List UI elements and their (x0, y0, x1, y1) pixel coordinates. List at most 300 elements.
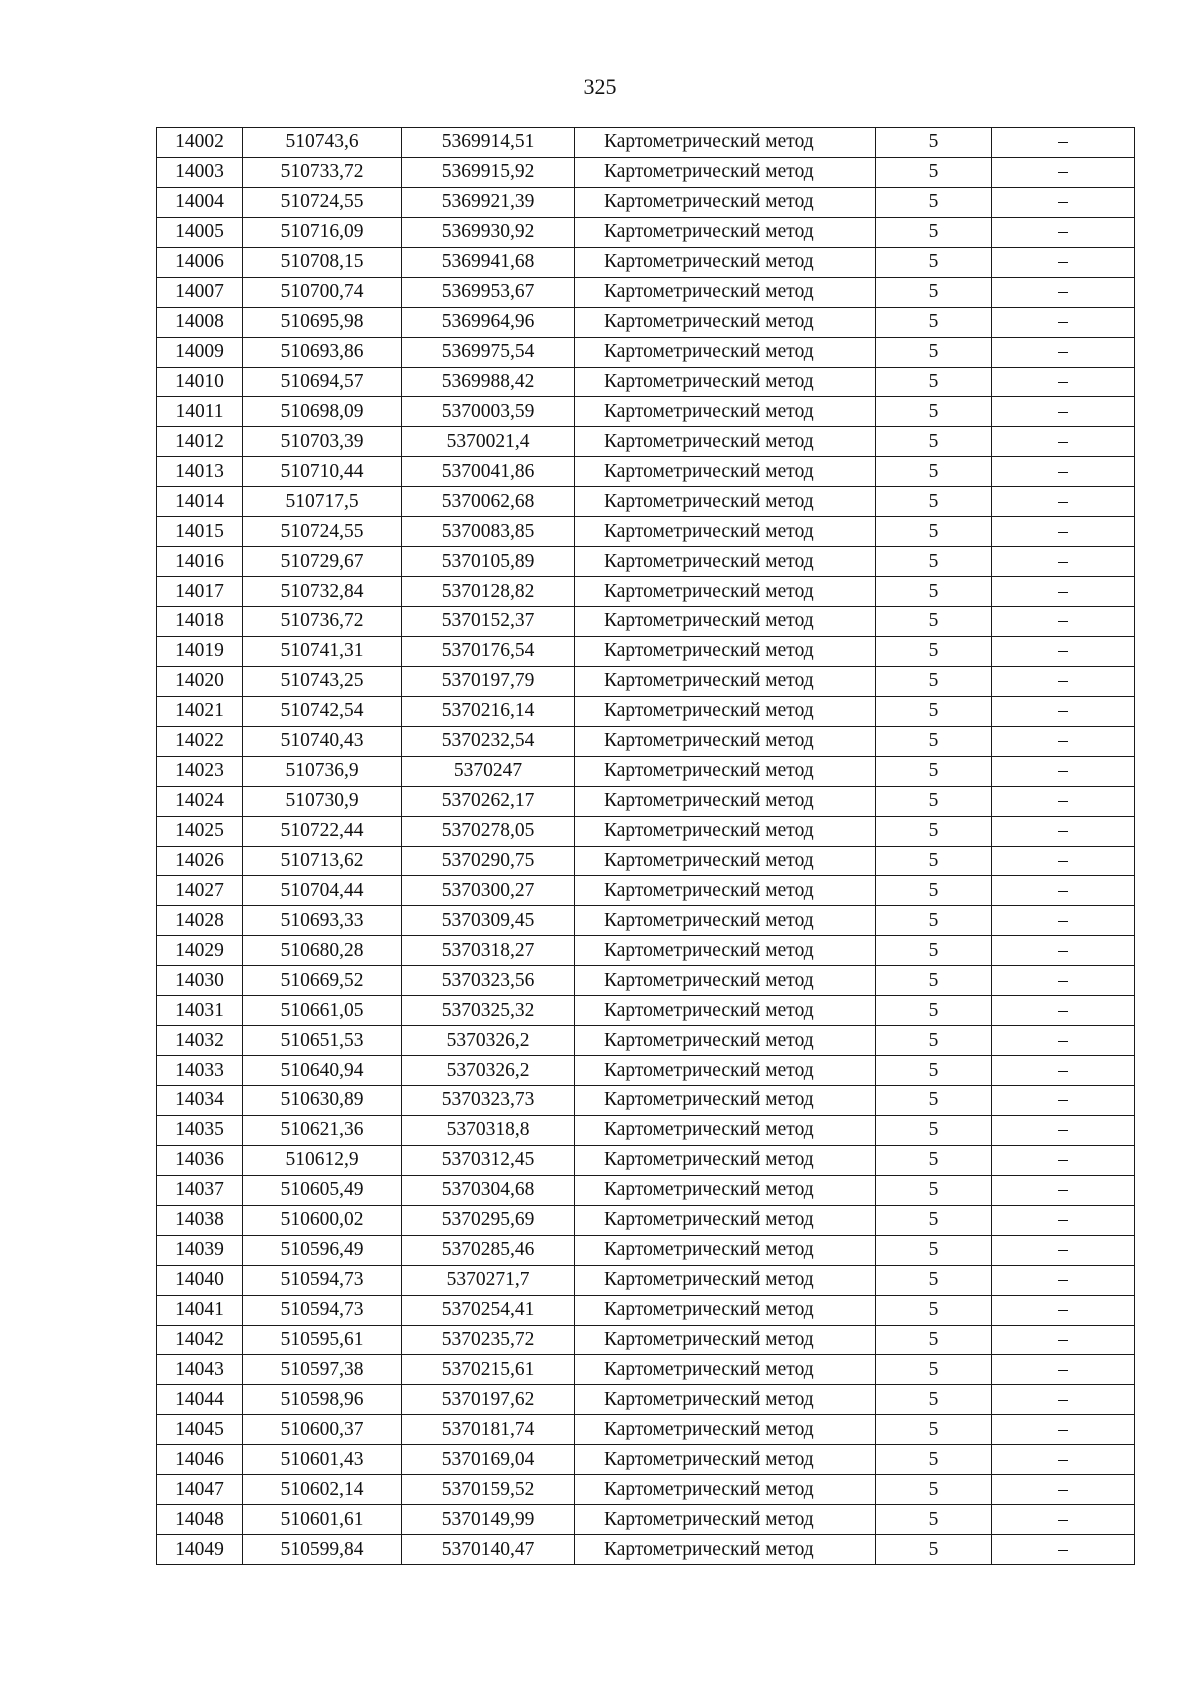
coordinates-table-body (157, 128, 1135, 1565)
note-cell: – (992, 1385, 1135, 1415)
y-coordinate-cell: 5370290,75 (402, 846, 575, 876)
table-row (157, 217, 1135, 247)
accuracy-cell: 5 (876, 1205, 992, 1235)
y-coordinate-cell: 5370318,8 (402, 1115, 575, 1145)
y-coordinate-cell: 5370083,85 (402, 517, 575, 547)
method-cell: Картометрический метод (575, 1145, 876, 1175)
note-cell: – (992, 487, 1135, 517)
table-row (157, 427, 1135, 457)
table-row (157, 1535, 1135, 1565)
table-row (157, 1205, 1135, 1235)
note-cell: – (992, 1505, 1135, 1535)
point-number-cell: 14037 (157, 1175, 243, 1205)
point-number-cell: 14002 (157, 128, 243, 158)
note-cell: – (992, 696, 1135, 726)
point-number-cell: 14003 (157, 157, 243, 187)
table-row (157, 607, 1135, 637)
note-cell: – (992, 1056, 1135, 1086)
table-row (157, 1445, 1135, 1475)
note-cell: – (992, 936, 1135, 966)
point-number-cell: 14031 (157, 996, 243, 1026)
point-number-cell: 14005 (157, 217, 243, 247)
x-coordinate-cell: 510698,09 (243, 397, 402, 427)
point-number-cell: 14007 (157, 277, 243, 307)
accuracy-cell: 5 (876, 966, 992, 996)
note-cell: – (992, 636, 1135, 666)
method-cell: Картометрический метод (575, 1235, 876, 1265)
method-cell: Картометрический метод (575, 1415, 876, 1445)
accuracy-cell: 5 (876, 277, 992, 307)
note-cell: – (992, 1086, 1135, 1116)
table-row (157, 487, 1135, 517)
y-coordinate-cell: 5369964,96 (402, 307, 575, 337)
accuracy-cell: 5 (876, 457, 992, 487)
table-row (157, 128, 1135, 158)
x-coordinate-cell: 510730,9 (243, 786, 402, 816)
table-row (157, 936, 1135, 966)
point-number-cell: 14020 (157, 666, 243, 696)
method-cell: Картометрический метод (575, 1205, 876, 1235)
accuracy-cell: 5 (876, 1115, 992, 1145)
y-coordinate-cell: 5370062,68 (402, 487, 575, 517)
note-cell: – (992, 277, 1135, 307)
x-coordinate-cell: 510605,49 (243, 1175, 402, 1205)
y-coordinate-cell: 5369975,54 (402, 337, 575, 367)
accuracy-cell: 5 (876, 187, 992, 217)
point-number-cell: 14042 (157, 1325, 243, 1355)
method-cell: Картометрический метод (575, 337, 876, 367)
method-cell: Картометрический метод (575, 756, 876, 786)
note-cell: – (992, 1026, 1135, 1056)
note-cell: – (992, 996, 1135, 1026)
accuracy-cell: 5 (876, 307, 992, 337)
note-cell: – (992, 1145, 1135, 1175)
table-row (157, 1325, 1135, 1355)
method-cell: Картометрический метод (575, 487, 876, 517)
note-cell: – (992, 247, 1135, 277)
accuracy-cell: 5 (876, 1505, 992, 1535)
method-cell: Картометрический метод (575, 966, 876, 996)
method-cell: Картометрический метод (575, 786, 876, 816)
x-coordinate-cell: 510612,9 (243, 1145, 402, 1175)
point-number-cell: 14033 (157, 1056, 243, 1086)
table-row (157, 1415, 1135, 1445)
method-cell: Картометрический метод (575, 666, 876, 696)
table-row (157, 1145, 1135, 1175)
y-coordinate-cell: 5370318,27 (402, 936, 575, 966)
accuracy-cell: 5 (876, 337, 992, 367)
table-row (157, 337, 1135, 367)
x-coordinate-cell: 510729,67 (243, 547, 402, 577)
point-number-cell: 14012 (157, 427, 243, 457)
note-cell: – (992, 577, 1135, 607)
method-cell: Картометрический метод (575, 1475, 876, 1505)
y-coordinate-cell: 5370285,46 (402, 1235, 575, 1265)
table-row (157, 577, 1135, 607)
accuracy-cell: 5 (876, 157, 992, 187)
y-coordinate-cell: 5370300,27 (402, 876, 575, 906)
x-coordinate-cell: 510621,36 (243, 1115, 402, 1145)
note-cell: – (992, 187, 1135, 217)
accuracy-cell: 5 (876, 487, 992, 517)
method-cell: Картометрический метод (575, 1355, 876, 1385)
y-coordinate-cell: 5369921,39 (402, 187, 575, 217)
table-row (157, 457, 1135, 487)
accuracy-cell: 5 (876, 397, 992, 427)
note-cell: – (992, 666, 1135, 696)
note-cell: – (992, 1355, 1135, 1385)
x-coordinate-cell: 510594,73 (243, 1295, 402, 1325)
method-cell: Картометрический метод (575, 1265, 876, 1295)
accuracy-cell: 5 (876, 1026, 992, 1056)
x-coordinate-cell: 510600,37 (243, 1415, 402, 1445)
method-cell: Картометрический метод (575, 277, 876, 307)
table-row (157, 1385, 1135, 1415)
coordinates-table (156, 127, 1135, 1565)
y-coordinate-cell: 5370247 (402, 756, 575, 786)
method-cell: Картометрический метод (575, 876, 876, 906)
point-number-cell: 14048 (157, 1505, 243, 1535)
point-number-cell: 14006 (157, 247, 243, 277)
y-coordinate-cell: 5369914,51 (402, 128, 575, 158)
x-coordinate-cell: 510724,55 (243, 187, 402, 217)
x-coordinate-cell: 510669,52 (243, 966, 402, 996)
accuracy-cell: 5 (876, 786, 992, 816)
x-coordinate-cell: 510595,61 (243, 1325, 402, 1355)
y-coordinate-cell: 5370149,99 (402, 1505, 575, 1535)
method-cell: Картометрический метод (575, 936, 876, 966)
point-number-cell: 14038 (157, 1205, 243, 1235)
x-coordinate-cell: 510703,39 (243, 427, 402, 457)
accuracy-cell: 5 (876, 996, 992, 1026)
method-cell: Картометрический метод (575, 187, 876, 217)
accuracy-cell: 5 (876, 906, 992, 936)
x-coordinate-cell: 510742,54 (243, 696, 402, 726)
note-cell: – (992, 1115, 1135, 1145)
accuracy-cell: 5 (876, 1415, 992, 1445)
table-row (157, 996, 1135, 1026)
point-number-cell: 14009 (157, 337, 243, 367)
y-coordinate-cell: 5370197,79 (402, 666, 575, 696)
method-cell: Картометрический метод (575, 128, 876, 158)
point-number-cell: 14010 (157, 367, 243, 397)
point-number-cell: 14016 (157, 547, 243, 577)
table-row (157, 1295, 1135, 1325)
accuracy-cell: 5 (876, 1355, 992, 1385)
x-coordinate-cell: 510743,6 (243, 128, 402, 158)
x-coordinate-cell: 510598,96 (243, 1385, 402, 1415)
x-coordinate-cell: 510695,98 (243, 307, 402, 337)
method-cell: Картометрический метод (575, 547, 876, 577)
table-row (157, 1265, 1135, 1295)
method-cell: Картометрический метод (575, 307, 876, 337)
point-number-cell: 14018 (157, 607, 243, 637)
accuracy-cell: 5 (876, 217, 992, 247)
y-coordinate-cell: 5370325,32 (402, 996, 575, 1026)
point-number-cell: 14041 (157, 1295, 243, 1325)
point-number-cell: 14036 (157, 1145, 243, 1175)
table-row (157, 517, 1135, 547)
point-number-cell: 14021 (157, 696, 243, 726)
point-number-cell: 14044 (157, 1385, 243, 1415)
x-coordinate-cell: 510704,44 (243, 876, 402, 906)
y-coordinate-cell: 5370312,45 (402, 1145, 575, 1175)
point-number-cell: 14004 (157, 187, 243, 217)
x-coordinate-cell: 510680,28 (243, 936, 402, 966)
y-coordinate-cell: 5370105,89 (402, 547, 575, 577)
x-coordinate-cell: 510710,44 (243, 457, 402, 487)
x-coordinate-cell: 510733,72 (243, 157, 402, 187)
note-cell: – (992, 337, 1135, 367)
point-number-cell: 14046 (157, 1445, 243, 1475)
x-coordinate-cell: 510597,38 (243, 1355, 402, 1385)
table-row (157, 1235, 1135, 1265)
point-number-cell: 14024 (157, 786, 243, 816)
point-number-cell: 14011 (157, 397, 243, 427)
method-cell: Картометрический метод (575, 906, 876, 936)
accuracy-cell: 5 (876, 1325, 992, 1355)
accuracy-cell: 5 (876, 876, 992, 906)
point-number-cell: 14028 (157, 906, 243, 936)
table-row (157, 1086, 1135, 1116)
point-number-cell: 14008 (157, 307, 243, 337)
method-cell: Картометрический метод (575, 1325, 876, 1355)
y-coordinate-cell: 5370232,54 (402, 726, 575, 756)
method-cell: Картометрический метод (575, 636, 876, 666)
x-coordinate-cell: 510602,14 (243, 1475, 402, 1505)
point-number-cell: 14017 (157, 577, 243, 607)
note-cell: – (992, 906, 1135, 936)
point-number-cell: 14047 (157, 1475, 243, 1505)
point-number-cell: 14025 (157, 816, 243, 846)
table-row (157, 307, 1135, 337)
y-coordinate-cell: 5369915,92 (402, 157, 575, 187)
table-row (157, 906, 1135, 936)
accuracy-cell: 5 (876, 1086, 992, 1116)
x-coordinate-cell: 510693,86 (243, 337, 402, 367)
accuracy-cell: 5 (876, 427, 992, 457)
x-coordinate-cell: 510713,62 (243, 846, 402, 876)
page-number: 325 (583, 74, 617, 99)
accuracy-cell: 5 (876, 726, 992, 756)
point-number-cell: 14045 (157, 1415, 243, 1445)
y-coordinate-cell: 5370254,41 (402, 1295, 575, 1325)
point-number-cell: 14013 (157, 457, 243, 487)
x-coordinate-cell: 510640,94 (243, 1056, 402, 1086)
x-coordinate-cell: 510594,73 (243, 1265, 402, 1295)
x-coordinate-cell: 510724,55 (243, 517, 402, 547)
accuracy-cell: 5 (876, 1175, 992, 1205)
y-coordinate-cell: 5370323,56 (402, 966, 575, 996)
note-cell: – (992, 756, 1135, 786)
x-coordinate-cell: 510736,9 (243, 756, 402, 786)
point-number-cell: 14022 (157, 726, 243, 756)
y-coordinate-cell: 5370262,17 (402, 786, 575, 816)
note-cell: – (992, 547, 1135, 577)
y-coordinate-cell: 5369988,42 (402, 367, 575, 397)
y-coordinate-cell: 5370152,37 (402, 607, 575, 637)
x-coordinate-cell: 510601,43 (243, 1445, 402, 1475)
table-row (157, 726, 1135, 756)
y-coordinate-cell: 5370140,47 (402, 1535, 575, 1565)
method-cell: Картометрический метод (575, 1175, 876, 1205)
note-cell: – (992, 1265, 1135, 1295)
method-cell: Картометрический метод (575, 577, 876, 607)
x-coordinate-cell: 510736,72 (243, 607, 402, 637)
y-coordinate-cell: 5369953,67 (402, 277, 575, 307)
y-coordinate-cell: 5370181,74 (402, 1415, 575, 1445)
accuracy-cell: 5 (876, 666, 992, 696)
x-coordinate-cell: 510661,05 (243, 996, 402, 1026)
y-coordinate-cell: 5370197,62 (402, 1385, 575, 1415)
accuracy-cell: 5 (876, 1235, 992, 1265)
x-coordinate-cell: 510740,43 (243, 726, 402, 756)
note-cell: – (992, 1235, 1135, 1265)
note-cell: – (992, 457, 1135, 487)
note-cell: – (992, 517, 1135, 547)
accuracy-cell: 5 (876, 517, 992, 547)
table-row (157, 157, 1135, 187)
accuracy-cell: 5 (876, 367, 992, 397)
accuracy-cell: 5 (876, 128, 992, 158)
y-coordinate-cell: 5370159,52 (402, 1475, 575, 1505)
accuracy-cell: 5 (876, 607, 992, 637)
accuracy-cell: 5 (876, 1475, 992, 1505)
point-number-cell: 14015 (157, 517, 243, 547)
table-row (157, 846, 1135, 876)
accuracy-cell: 5 (876, 247, 992, 277)
point-number-cell: 14032 (157, 1026, 243, 1056)
y-coordinate-cell: 5370003,59 (402, 397, 575, 427)
point-number-cell: 14039 (157, 1235, 243, 1265)
y-coordinate-cell: 5370021,4 (402, 427, 575, 457)
x-coordinate-cell: 510717,5 (243, 487, 402, 517)
method-cell: Картометрический метод (575, 607, 876, 637)
method-cell: Картометрический метод (575, 1535, 876, 1565)
method-cell: Картометрический метод (575, 1445, 876, 1475)
method-cell: Картометрический метод (575, 157, 876, 187)
x-coordinate-cell: 510599,84 (243, 1535, 402, 1565)
note-cell: – (992, 1475, 1135, 1505)
accuracy-cell: 5 (876, 1145, 992, 1175)
method-cell: Картометрический метод (575, 1086, 876, 1116)
x-coordinate-cell: 510700,74 (243, 277, 402, 307)
y-coordinate-cell: 5370304,68 (402, 1175, 575, 1205)
x-coordinate-cell: 510732,84 (243, 577, 402, 607)
accuracy-cell: 5 (876, 1295, 992, 1325)
method-cell: Картометрический метод (575, 1295, 876, 1325)
y-coordinate-cell: 5370128,82 (402, 577, 575, 607)
note-cell: – (992, 397, 1135, 427)
table-row (157, 1056, 1135, 1086)
y-coordinate-cell: 5370235,72 (402, 1325, 575, 1355)
x-coordinate-cell: 510601,61 (243, 1505, 402, 1535)
x-coordinate-cell: 510600,02 (243, 1205, 402, 1235)
x-coordinate-cell: 510596,49 (243, 1235, 402, 1265)
table-row (157, 1475, 1135, 1505)
accuracy-cell: 5 (876, 816, 992, 846)
table-row (157, 666, 1135, 696)
table-row (157, 1175, 1135, 1205)
table-row (157, 816, 1135, 846)
method-cell: Картометрический метод (575, 816, 876, 846)
table-row (157, 966, 1135, 996)
accuracy-cell: 5 (876, 1535, 992, 1565)
table-row (157, 247, 1135, 277)
x-coordinate-cell: 510694,57 (243, 367, 402, 397)
x-coordinate-cell: 510741,31 (243, 636, 402, 666)
y-coordinate-cell: 5369930,92 (402, 217, 575, 247)
table-row (157, 547, 1135, 577)
table-row (157, 367, 1135, 397)
note-cell: – (992, 1205, 1135, 1235)
method-cell: Картометрический метод (575, 726, 876, 756)
note-cell: – (992, 786, 1135, 816)
point-number-cell: 14029 (157, 936, 243, 966)
method-cell: Картометрический метод (575, 1115, 876, 1145)
method-cell: Картометрический метод (575, 996, 876, 1026)
point-number-cell: 14040 (157, 1265, 243, 1295)
accuracy-cell: 5 (876, 756, 992, 786)
table-row (157, 1355, 1135, 1385)
point-number-cell: 14019 (157, 636, 243, 666)
table-row (157, 277, 1135, 307)
point-number-cell: 14027 (157, 876, 243, 906)
accuracy-cell: 5 (876, 1385, 992, 1415)
accuracy-cell: 5 (876, 547, 992, 577)
method-cell: Картометрический метод (575, 1385, 876, 1415)
x-coordinate-cell: 510651,53 (243, 1026, 402, 1056)
note-cell: – (992, 1325, 1135, 1355)
note-cell: – (992, 1175, 1135, 1205)
note-cell: – (992, 128, 1135, 158)
y-coordinate-cell: 5369941,68 (402, 247, 575, 277)
table-row (157, 397, 1135, 427)
table-row (157, 696, 1135, 726)
note-cell: – (992, 1415, 1135, 1445)
y-coordinate-cell: 5370041,86 (402, 457, 575, 487)
method-cell: Картометрический метод (575, 427, 876, 457)
accuracy-cell: 5 (876, 1265, 992, 1295)
x-coordinate-cell: 510693,33 (243, 906, 402, 936)
note-cell: – (992, 157, 1135, 187)
note-cell: – (992, 726, 1135, 756)
y-coordinate-cell: 5370169,04 (402, 1445, 575, 1475)
y-coordinate-cell: 5370271,7 (402, 1265, 575, 1295)
note-cell: – (992, 1445, 1135, 1475)
y-coordinate-cell: 5370326,2 (402, 1056, 575, 1086)
point-number-cell: 14043 (157, 1355, 243, 1385)
note-cell: – (992, 367, 1135, 397)
method-cell: Картометрический метод (575, 846, 876, 876)
x-coordinate-cell: 510716,09 (243, 217, 402, 247)
y-coordinate-cell: 5370309,45 (402, 906, 575, 936)
note-cell: – (992, 846, 1135, 876)
note-cell: – (992, 816, 1135, 846)
y-coordinate-cell: 5370295,69 (402, 1205, 575, 1235)
note-cell: – (992, 876, 1135, 906)
point-number-cell: 14026 (157, 846, 243, 876)
point-number-cell: 14049 (157, 1535, 243, 1565)
table-row (157, 876, 1135, 906)
point-number-cell: 14014 (157, 487, 243, 517)
accuracy-cell: 5 (876, 936, 992, 966)
y-coordinate-cell: 5370326,2 (402, 1026, 575, 1056)
note-cell: – (992, 427, 1135, 457)
x-coordinate-cell: 510722,44 (243, 816, 402, 846)
method-cell: Картометрический метод (575, 397, 876, 427)
x-coordinate-cell: 510630,89 (243, 1086, 402, 1116)
